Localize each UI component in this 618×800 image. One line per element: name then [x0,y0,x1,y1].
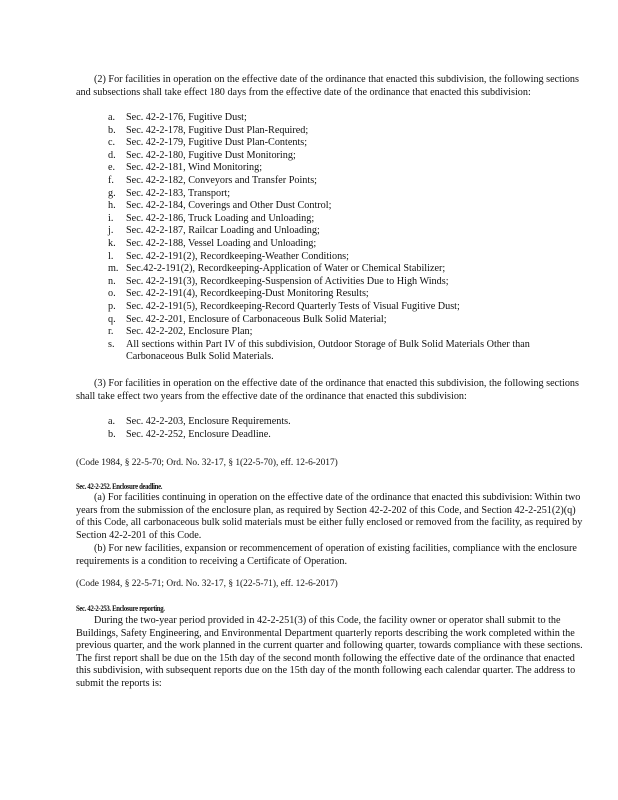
list-item-text: Sec. 42-2-186, Truck Loading and Unloading; [126,212,315,224]
list-item-text: Sec. 42-2-180, Fugitive Dust Monitoring; [126,149,296,161]
list-marker: j. [108,225,114,237]
list-item-text: Sec. 42-2-181, Wind Monitoring; [126,162,263,174]
list-marker: d. [108,149,116,161]
list-item-text: Sec. 42-2-252, Enclosure Deadline. [126,428,271,440]
list-item [108,314,588,327]
list-item [108,162,588,175]
list-item [108,288,588,301]
list-item [108,200,588,213]
list-item [108,429,588,442]
section-list-2 [108,112,588,364]
list-marker: p. [108,300,116,312]
list-marker: m. [108,263,119,275]
list-marker: o. [108,288,116,300]
list-item [108,238,588,251]
section-heading-252: Sec. 42-2-252. Enclosure deadline. [76,482,163,491]
list-item [108,301,588,314]
paragraph-252-a: (a) For facilities continuing in operation on the effective date of the ordinance that enacted this subdivision: Within two years from the submission of the enclosure plan, as required by Section 42-2-202 of this Code, and Section 42-2-251(2)(q) of this Code, all carbonaceous bulk solid materials must be either fully enclosed or removed from the facility, as required by Section 42-2-201 of this Code. [76,492,583,541]
list-marker: a. [108,112,116,123]
list-item [108,175,588,188]
list-marker: l. [108,250,114,262]
list-marker: e. [108,162,116,174]
section-heading-253: Sec. 42-2-253. Enclosure reporting. [76,604,165,613]
list-marker: a. [108,416,116,427]
history-citation-252: (Code 1984, § 22-5-71; Ord. No. 32-17, § 1(22-5-71), eff. 12-6-2017) [76,579,338,589]
list-marker: f. [108,174,114,186]
list-item-text: Sec. 42-2-191(3), Recordkeeping-Suspension of Activities Due to High Winds; [126,275,449,287]
list-item [108,125,588,138]
list-marker: i. [108,212,114,224]
list-marker: h. [108,200,116,212]
list-item-text: Sec. 42-2-203, Enclosure Requirements. [126,416,291,427]
list-item [108,276,588,289]
list-item-text: Sec. 42-2-201, Enclosure of Carbonaceous Bulk Solid Material; [126,313,387,325]
list-item [108,326,588,339]
list-marker: r. [108,326,114,338]
list-item-text: Sec. 42-2-178, Fugitive Dust Plan-Required; [126,124,309,136]
list-item [108,188,588,201]
list-item [108,112,588,125]
list-item-text: All sections within Part IV of this subdivision, Outdoor Storage of Bulk Solid Materials Other than Carbonaceous Bulk Solid Materials. [126,338,530,363]
list-item [108,213,588,226]
list-item-text: Sec. 42-2-179, Fugitive Dust Plan-Contents; [126,137,308,149]
list-item [108,263,588,276]
list-item-text: Sec.42-2-191(2), Recordkeeping-Application of Water or Chemical Stabilizer; [126,263,446,275]
list-marker: g. [108,187,116,199]
list-marker: b. [108,124,116,136]
list-item-text: Sec. 42-2-187, Railcar Loading and Unloading; [126,225,320,237]
list-item-text: Sec. 42-2-182, Conveyors and Transfer Points; [126,174,318,186]
list-item [108,339,588,364]
list-item [108,150,588,163]
paragraph-3-intro: (3) For facilities in operation on the effective date of the ordinance that enacted this subdivision, the following sections shall take effect two years from the effective date of the ordinance that enacted this subdivision: [76,378,579,402]
history-citation-251: (Code 1984, § 22-5-70; Ord. No. 32-17, § 1(22-5-70), eff. 12-6-2017) [76,458,338,468]
list-item-text: Sec. 42-2-183, Transport; [126,187,231,199]
list-item-text: Sec. 42-2-191(2), Recordkeeping-Weather Conditions; [126,250,349,262]
list-item-text: Sec. 42-2-191(4), Recordkeeping-Dust Monitoring Results; [126,288,369,300]
list-item-text: Sec. 42-2-184, Coverings and Other Dust Control; [126,200,332,212]
list-item [108,416,588,429]
list-marker: n. [108,275,116,287]
list-marker: c. [108,137,116,149]
list-marker: s. [108,338,115,350]
paragraph-2-intro: (2) For facilities in operation on the effective date of the ordinance that enacted this subdivision, the following sections and subsections shall take effect 180 days from the effective date of the ordinance that enacted this subdivision: [76,74,579,98]
list-item [108,225,588,238]
paragraph-252-b: (b) For new facilities, expansion or recommencement of operation of existing facilities, compliance with the enclosure requirements is a condition to receiving a Certificate of Operation. [76,543,577,567]
paragraph-253-body: During the two-year period provided in 42-2-251(3) of this Code, the facility owner or operator shall submit to the Buildings, Safety Engineering, and Environmental Department quarterly reports describing the work completed within the previous quarter, and the work planned in the current quarter and following quarter, towards compliance with these sections. The first report shall be due on the 15th day of the second month following the effective date of the ordinance that enacted this subdivision, with subsequent reports due on the 15th day of the month following each calendar quarter. The address to submit the reports is: [76,615,583,689]
list-marker: k. [108,237,116,249]
list-item-text: Sec. 42-2-202, Enclosure Plan; [126,326,253,338]
list-item-text: Sec. 42-2-176, Fugitive Dust; [126,112,247,123]
list-item-text: Sec. 42-2-191(5), Recordkeeping-Record Quarterly Tests of Visual Fugitive Dust; [126,300,460,312]
list-marker: b. [108,428,116,440]
section-list-3 [108,416,588,441]
list-item-text: Sec. 42-2-188, Vessel Loading and Unloading; [126,237,317,249]
list-item [108,137,588,150]
list-item [108,251,588,264]
list-marker: q. [108,313,116,325]
